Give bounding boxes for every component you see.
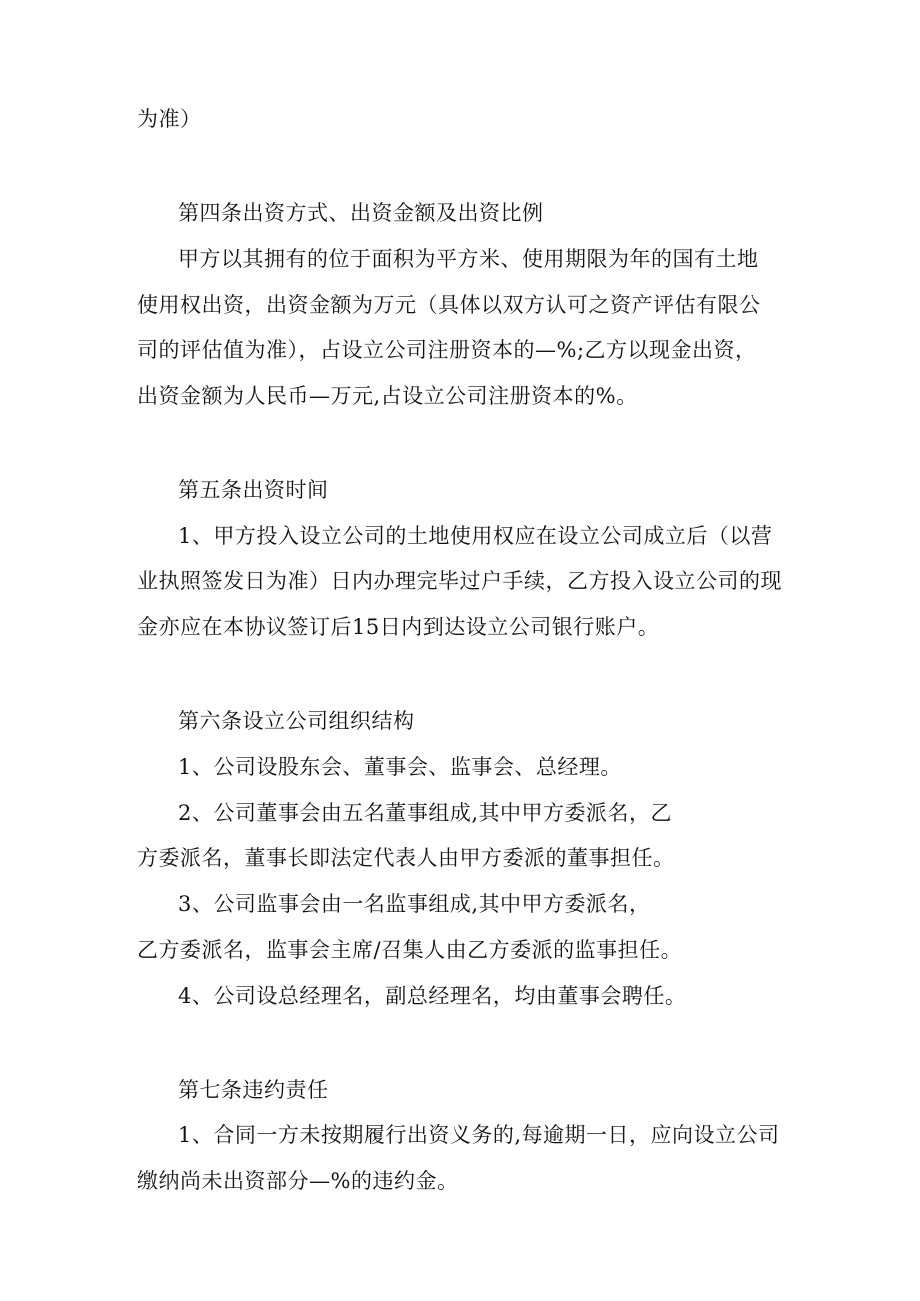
article6-line-2: 2、公司董事会由五名董事组成,其中甲方委派名，乙	[178, 801, 673, 825]
article6-heading: 第六条设立公司组织结构	[178, 709, 415, 733]
article6-line-1: 1、公司设股东会、董事会、监事会、总经理。	[178, 755, 622, 779]
article4-line-3: 司的评估值为准），占设立公司注册资本的—%;乙方以现金出资，	[137, 338, 757, 362]
article7-heading: 第七条违约责任	[178, 1078, 329, 1102]
article5-line-1: 1、甲方投入设立公司的土地使用权应在设立公司成立后（以营	[178, 524, 773, 548]
article6-line-5: 乙方委派名，监事会主席/召集人由乙方委派的监事担任。	[137, 938, 683, 962]
article6-line-4: 3、公司监事会由一名监事组成,其中甲方委派名，	[178, 892, 651, 916]
article4-heading: 第四条出资方式、出资金额及出资比例	[178, 201, 544, 225]
article5-heading: 第五条出资时间	[178, 478, 329, 502]
article7-line-1: 1、合同一方未按期履行出资义务的,每逾期一日，应向设立公司	[178, 1123, 780, 1147]
article7-line-2: 缴纳尚未出资部分—%的违约金。	[137, 1169, 459, 1193]
article6-line-3: 方委派名，董事长即法定代表人由甲方委派的董事担任。	[137, 846, 675, 870]
article4-line-2: 使用权出资，出资金额为万元（具体以双方认可之资产评估有限公	[137, 293, 761, 317]
continuation-text: 为准）	[137, 107, 202, 131]
article4-line-4: 出资金额为人民币—万元,占设立公司注册资本的%。	[137, 384, 638, 408]
article4-line-1: 甲方以其拥有的位于面积为平方米、使用期限为年的国有土地	[178, 247, 759, 271]
article6-line-6: 4、公司设总经理名，副总经理名，均由董事会聘任。	[178, 984, 687, 1008]
article5-line-2: 业执照签发日为准）日内办理完毕过户手续，乙方投入设立公司的现	[137, 569, 782, 593]
article5-line-3: 金亦应在本协议签订后15日内到达设立公司银行账户。	[137, 615, 660, 639]
